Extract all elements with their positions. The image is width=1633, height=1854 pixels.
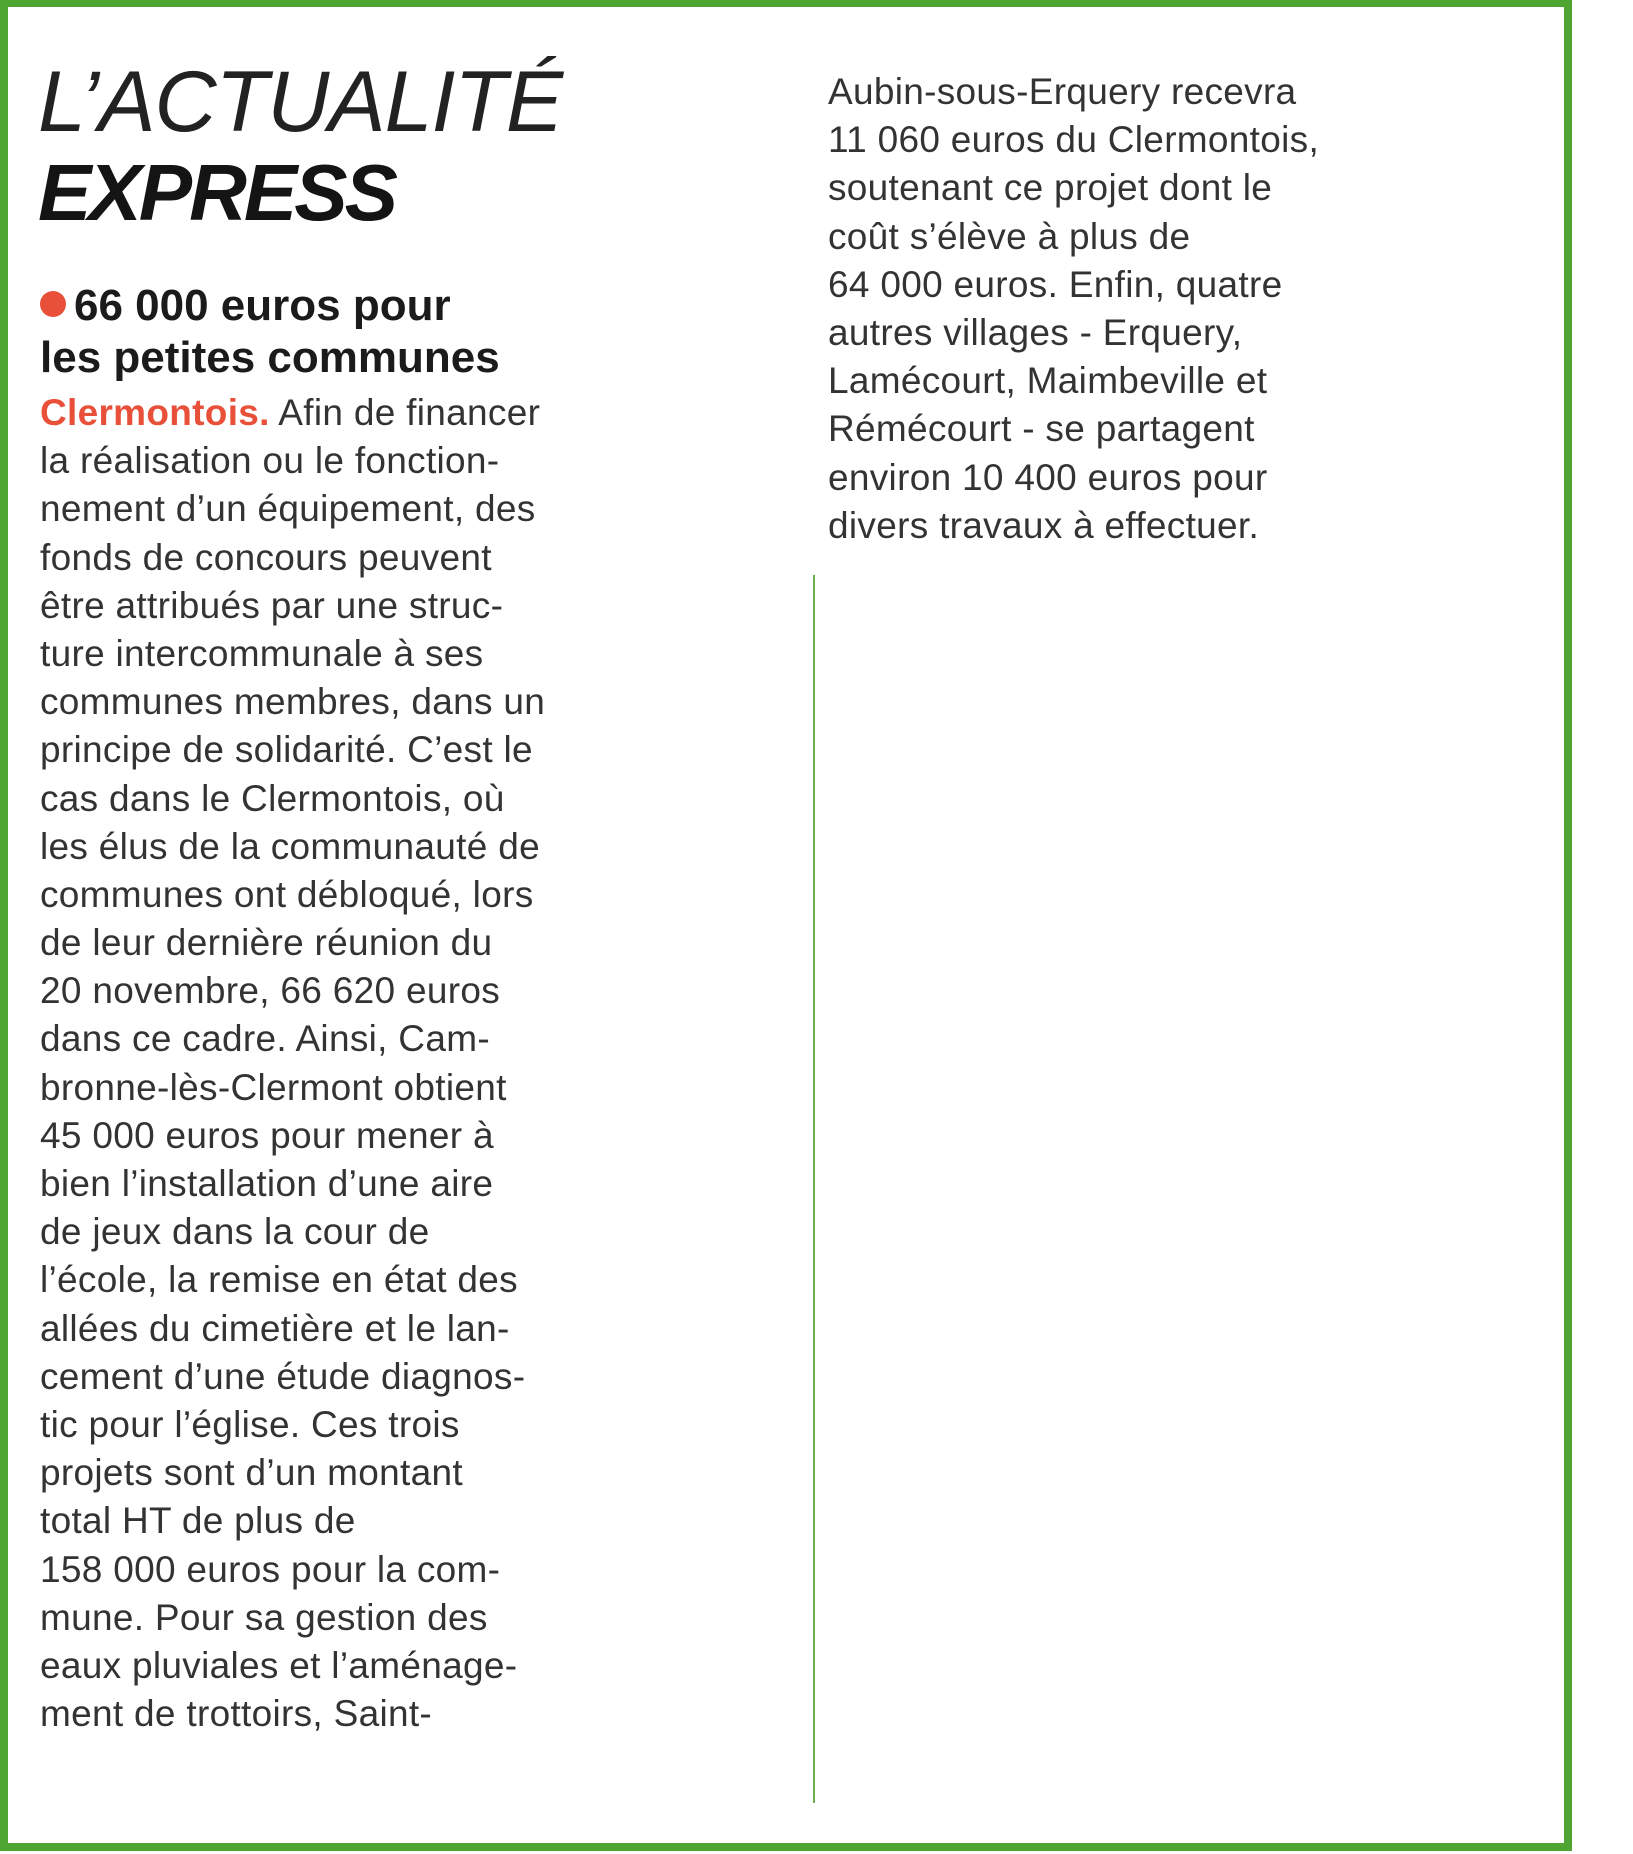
body-line: 158 000 euros pour la com- [40, 1548, 501, 1590]
body-line: cement d’une étude diagnos- [40, 1355, 526, 1397]
body-line: communes ont débloqué, lors [40, 873, 534, 915]
column-divider [813, 575, 815, 1803]
body-line: soutenant ce projet dont le [828, 167, 1273, 209]
body-line: cas dans le Clermontois, où [40, 777, 505, 819]
body-line: fonds de concours peuvent [40, 536, 492, 578]
body-line: coût s’élève à plus de [828, 215, 1191, 257]
body-line: projets sont d’un montant [40, 1452, 463, 1494]
body-line: les élus de la communauté de [40, 825, 540, 867]
body-line: mune. Pour sa gestion des [40, 1596, 488, 1638]
body-line: bronne-lès-Clermont obtient [40, 1066, 507, 1108]
body-line: 11 060 euros du Clermontois, [828, 119, 1320, 161]
body-line: ture intercommunale à ses [40, 632, 484, 674]
body-line: l’école, la remise en état des [40, 1259, 518, 1301]
article-body-right-column [828, 68, 1319, 550]
body-line: principe de solidarité. C’est le [40, 729, 533, 771]
body-line: 20 novembre, 66 620 euros [40, 970, 501, 1012]
section-kicker: L’ACTUALITÉ [38, 54, 563, 150]
body-line: total HT de plus de [40, 1500, 356, 1542]
body-line: allées du cimetière et le lan- [40, 1307, 510, 1349]
headline-line: 66 000 euros pour [74, 281, 451, 330]
body-line: dans ce cadre. Ainsi, Cam- [40, 1018, 490, 1060]
body-line: de jeux dans la cour de [40, 1211, 430, 1253]
body-line: Rémécourt - se partagent [828, 408, 1255, 450]
body-line: Aubin-sous-Erquery recevra [828, 71, 1297, 112]
body-line: autres villages - Erquery, [828, 311, 1243, 353]
body-line: communes membres, dans un [40, 681, 546, 723]
bullet-dot-icon [40, 291, 66, 317]
section-title: EXPRESS [38, 148, 395, 237]
article-headline [40, 280, 500, 384]
body-line: bien l’installation d’une aire [40, 1163, 494, 1204]
headline-line: les petites communes [40, 333, 500, 382]
body-text: Afin de financer [269, 392, 541, 433]
body-line: Lamécourt, Maimbeville et [828, 360, 1268, 402]
body-line: eaux pluviales et l’aménage- [40, 1644, 518, 1686]
body-line: divers travaux à effectuer. [828, 504, 1260, 546]
body-line: être attribués par une struc- [40, 584, 504, 626]
body-line [40, 389, 545, 437]
body-line: environ 10 400 euros pour [828, 456, 1268, 498]
body-line: ment de trottoirs, Saint- [40, 1693, 433, 1735]
body-line: tic pour l’église. Ces trois [40, 1403, 460, 1445]
body-line: 45 000 euros pour mener à [40, 1114, 494, 1156]
article-body-left-column [40, 389, 545, 1738]
body-line: 64 000 euros. Enfin, quatre [828, 263, 1283, 305]
body-line: la réalisation ou le fonction- [40, 440, 500, 482]
body-line: nement d’un équipement, des [40, 488, 536, 530]
body-line: de leur dernière réunion du [40, 922, 493, 964]
lead-place: Clermontois. [40, 392, 270, 433]
